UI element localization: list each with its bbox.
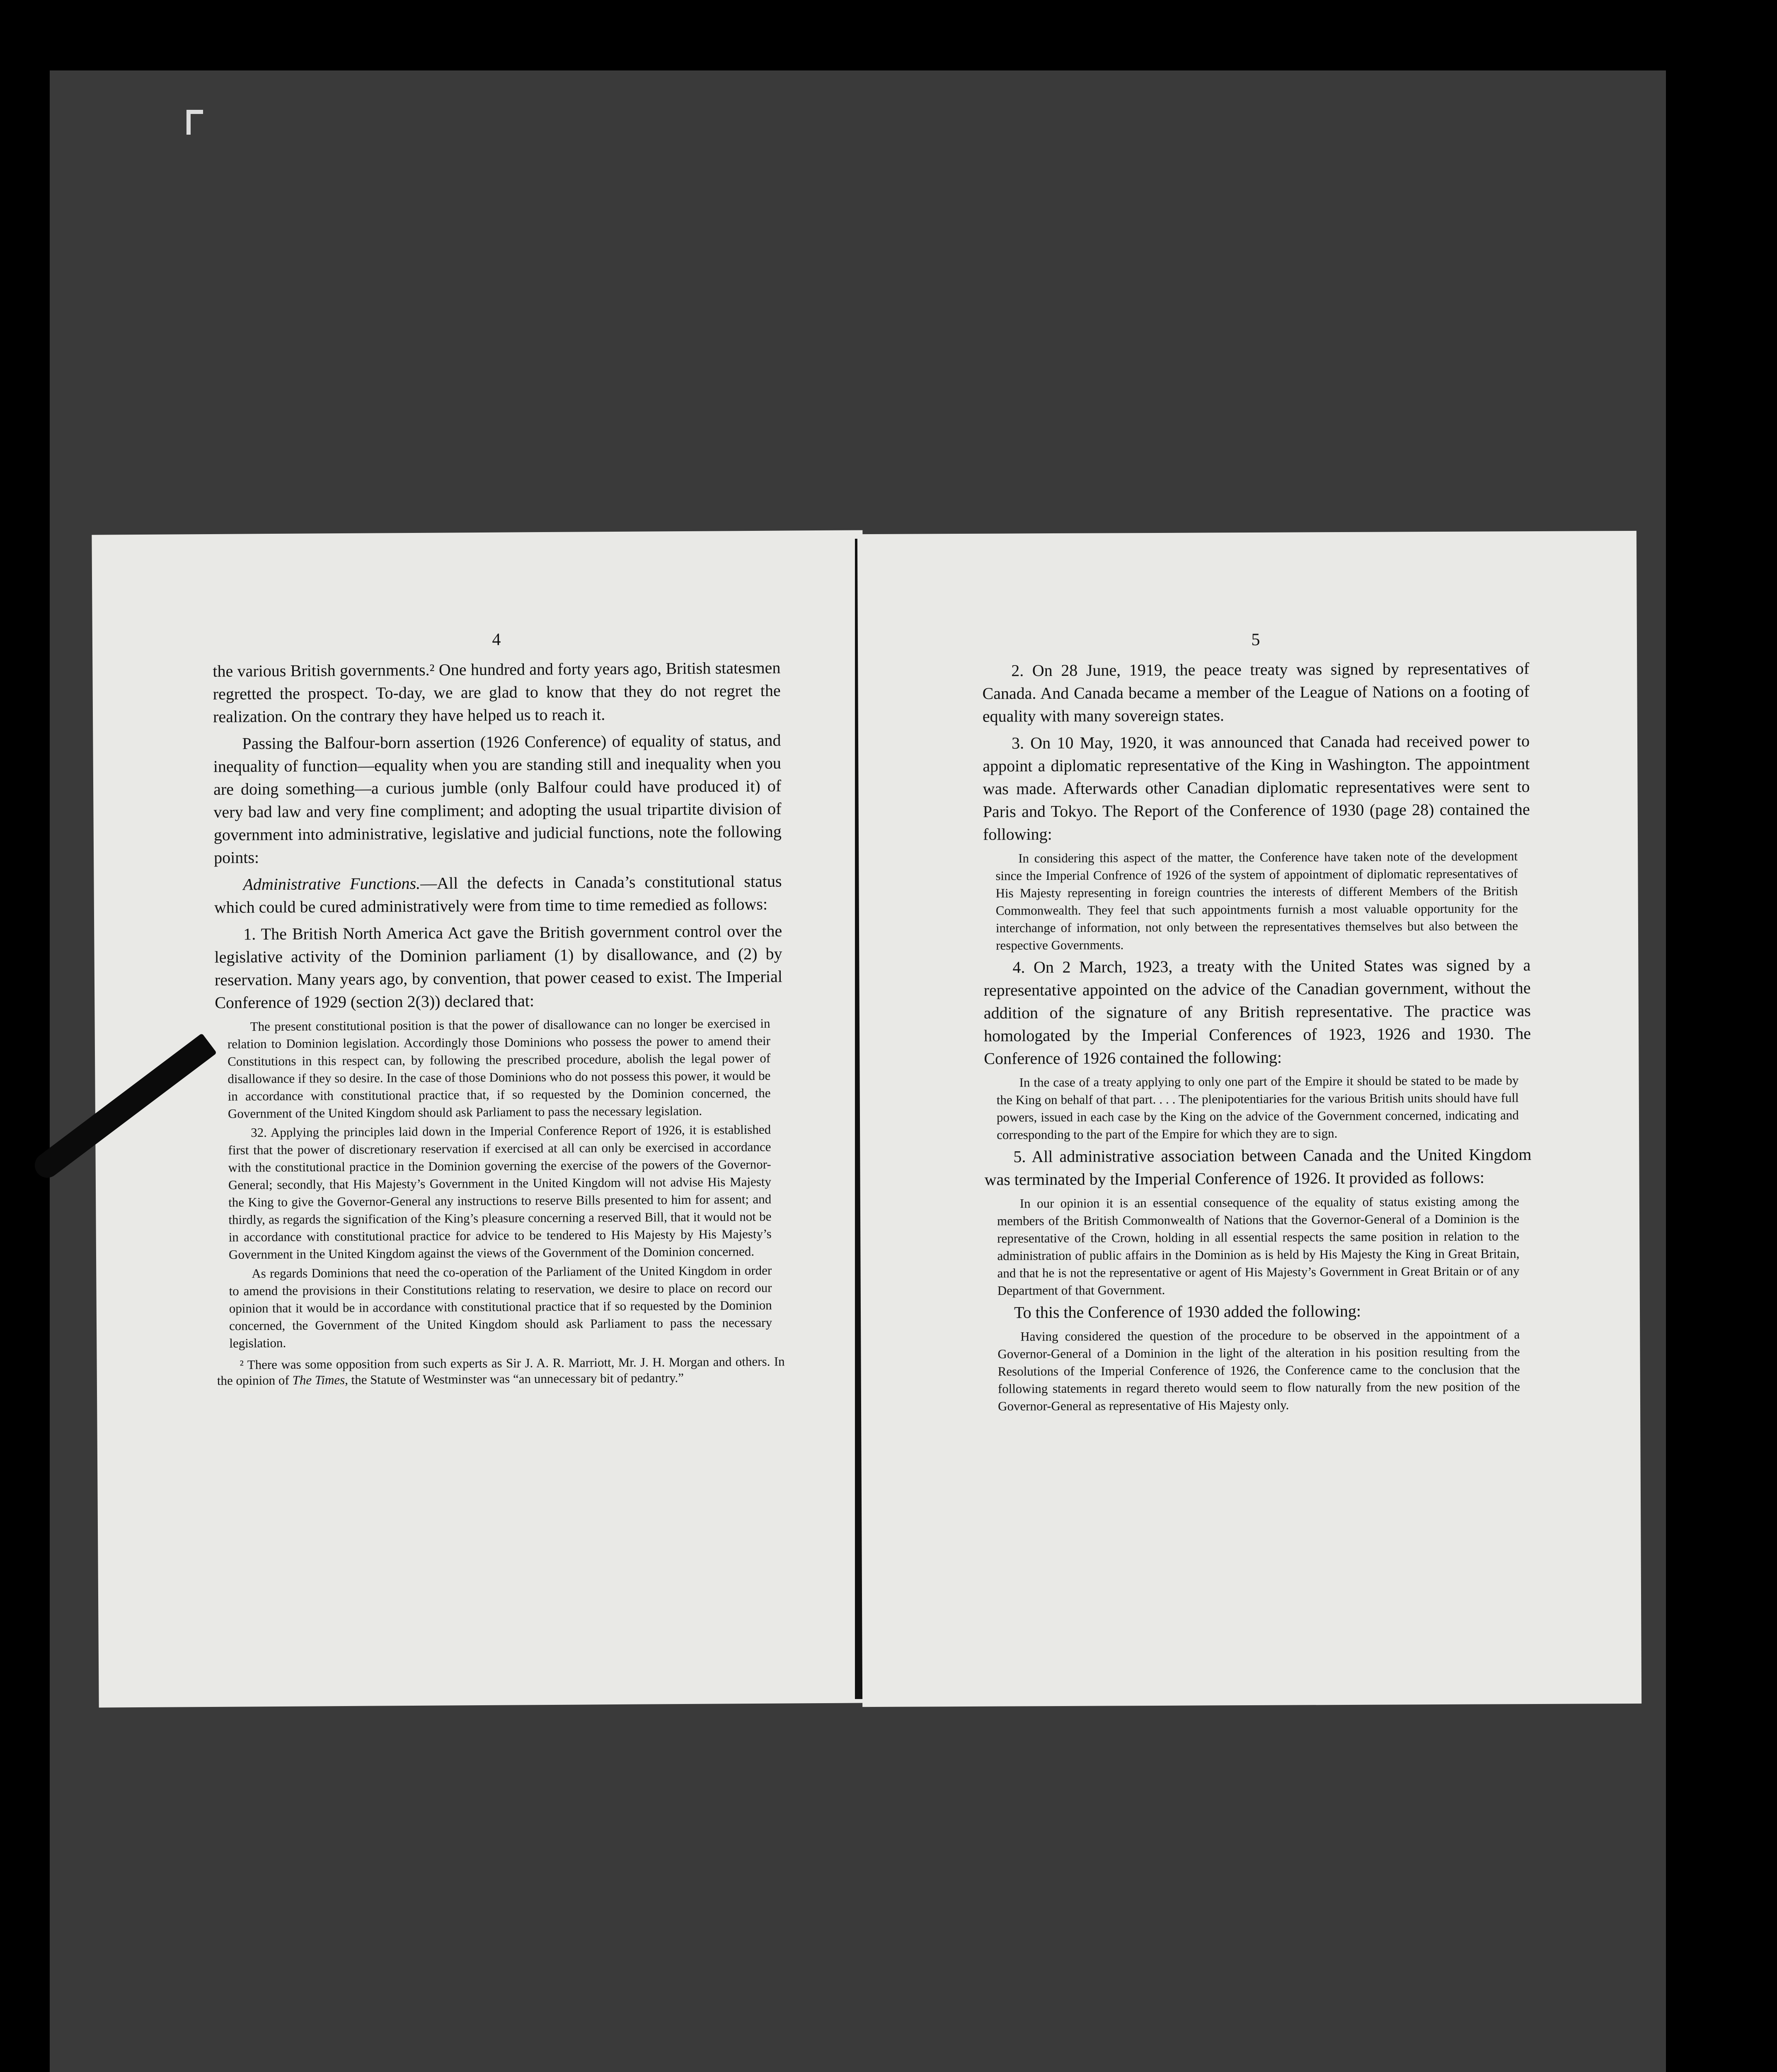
block-quote: Having considered the question of the procedure to be observed in the appointment of a Governor-General of a Dominion in the light of the alteration in his position resulting from the Resolutions of the Imperial Conference of 1926, the Conference came to the conclusion that the following statements in regard thereto would seem to flow naturally from the new position of the Governor-General as representative of His Majesty only. <box>997 1327 1520 1414</box>
paragraph: 3. On 10 May, 1920, it was announced that Canada had received power to appoint a diplomatic representative of the King in Washington. The appointment was made. Afterwards other Canadian diplomatic representatives were sent to Paris and Tokyo. The Report of the Conference of 1930 (page 28) contained the following: <box>983 731 1530 844</box>
footnote <box>217 1354 784 1389</box>
block-quote: The present constitutional position is that the power of disallowance can no longer be exercised in relation to Dominion legislation. Accordingly those Dominions who possess the power to amend their Constitutions in this respect can, by following the prescribed procedure, abolish the legal power of disallowance if they so desire. In the case of those Dominions who do not possess this power, it would be in accordance with constitutional practice that, if so requested by the Dominion concerned, the Government of the United Kingdom should ask Parliament to pass the necessary legislation. <box>227 1016 771 1121</box>
paragraph-text: —All the defects in Canada’s constitutional status which could be cured administratively were from time to time remedied as follows: <box>214 871 782 917</box>
paragraph: 2. On 28 June, 1919, the peace treaty was signed by representatives of Canada. And Canada became a member of the League of Nations on a footing of equality with many sovereign states. <box>982 659 1530 726</box>
paragraph: 1. The British North America Act gave the British government control over the legislative activity of the Dominion parliament (1) by disallowance, and (2) by reservation. Many years ago, by convention, that power ceased to exist. The Imperial Conference of 1929 (section 2(3)) declared that: <box>214 921 783 1012</box>
footnote-text: , the Statute of Westminster was “an unnecessary bit of pedantry.” <box>345 1370 684 1387</box>
paragraph: To this the Conference of 1930 added the following: <box>1014 1301 1361 1322</box>
paragraph: 5. All administrative association between Canada and the United Kingdom was terminated by the Imperial Conference of 1926. It provided as follows: <box>984 1145 1532 1189</box>
block-quote: 32. Applying the principles laid down in the Imperial Conference Report of 1926, it is established first that the power of discretionary reservation if exercised at all can only be exercised in accordance with the constitutional practice in the Dominion governing the exercise of the powers of the Governor-General; secondly, that His Majesty’s Government in the United Kingdom will not advise His Majesty the King to give the Governor-General any instructions to reserve Bills presented to him for assent; and thirdly, as regards the signification of the King’s pleasure concerning a reserved Bill, that it would not be in accordance with constitutional practice for advice to be tendered to His Majesty by His Majesty’s Government in the United Kingdom against the views of the Government of the Dominion concerned. <box>228 1122 772 1262</box>
left-page <box>92 530 869 1707</box>
section-heading: Administrative Functions. <box>243 874 421 894</box>
paragraph: 4. On 2 March, 1923, a treaty with the United States was signed by a representative appointed on the advice of the Canadian government, without the addition of the signature of any British representative. The practice was homologated by the Imperial Conferences of 1923, 1926 and 1930. The Conference of 1926 contained the following: <box>983 956 1531 1068</box>
footnote-text: ² There was some opposition from such experts as Sir J. A. R. Marriott, Mr. J. H. Morgan and others. In the opinion of <box>217 1354 785 1388</box>
right-page <box>857 531 1641 1707</box>
block-quote: In our opinion it is an essential consequence of the equality of status existing among the members of the British Commonwealth of Nations that the Governor-General of a Dominion is the representative of the Crown, holding in all essential respects the same position in relation to the administration of public affairs in the Dominion as is held by His Majesty the King in Great Britain, and that he is not the representative or agent of His Majesty’s Government in Great Britain or of any Department of that Government. <box>997 1194 1520 1298</box>
page-number: 5 <box>1251 630 1260 649</box>
page-number: 4 <box>492 630 501 649</box>
admin-functions-paragraph <box>214 870 782 919</box>
block-quote: In considering this aspect of the matter, the Conference have taken note of the development since the Imperial Confrence of 1926 of the system of appointment of diplomatic representatives of His Majesty representing in foreign countries the interests of different Members of the British Commonwealth. They feel that such appointments furnish a most valuable opportunity for the interchange of information, not only between the representatives themselves but also between the respective Governments. <box>995 849 1518 953</box>
footnote-italic: The Times <box>292 1372 345 1387</box>
block-quote: In the case of a treaty applying to only one part of the Empire it should be stated to be made by the King on behalf of that part. . . . The plenipotentiaries for the various British units should have full powers, issued in each case by the King on the advice of the Government concerned, indicating and corresponding to the part of the Empire for which they are to sign. <box>996 1073 1519 1142</box>
crop-mark <box>186 110 203 114</box>
paragraph: the various British governments.² One hundred and forty years ago, British statesmen regretted the prospect. To-day, we are glad to know that they do not regret the realization. On the contrary they have helped us to reach it. <box>213 658 781 726</box>
paragraph: Passing the Balfour-born assertion (1926 Conference) of equality of status, and inequality of function—equality when you are standing still and inequality when you are doing something—a curious jumble (only Balfour could have produced it) of very bad law and very fine compliment; and adopting the usual tripartite division of government into administrative, legislative and judicial functions, note the following points: <box>213 731 782 867</box>
block-quote: As regards Dominions that need the co-operation of the Parliament of the United Kingdom in order to amend the provisions in their Constitutions relating to reservation, we desire to place on record our opinion that it would be in accordance with constitutional practice that if so requested by the Dominion concerned, the Government of the United Kingdom should ask Parliament to pass the necessary legislation. <box>229 1263 772 1351</box>
